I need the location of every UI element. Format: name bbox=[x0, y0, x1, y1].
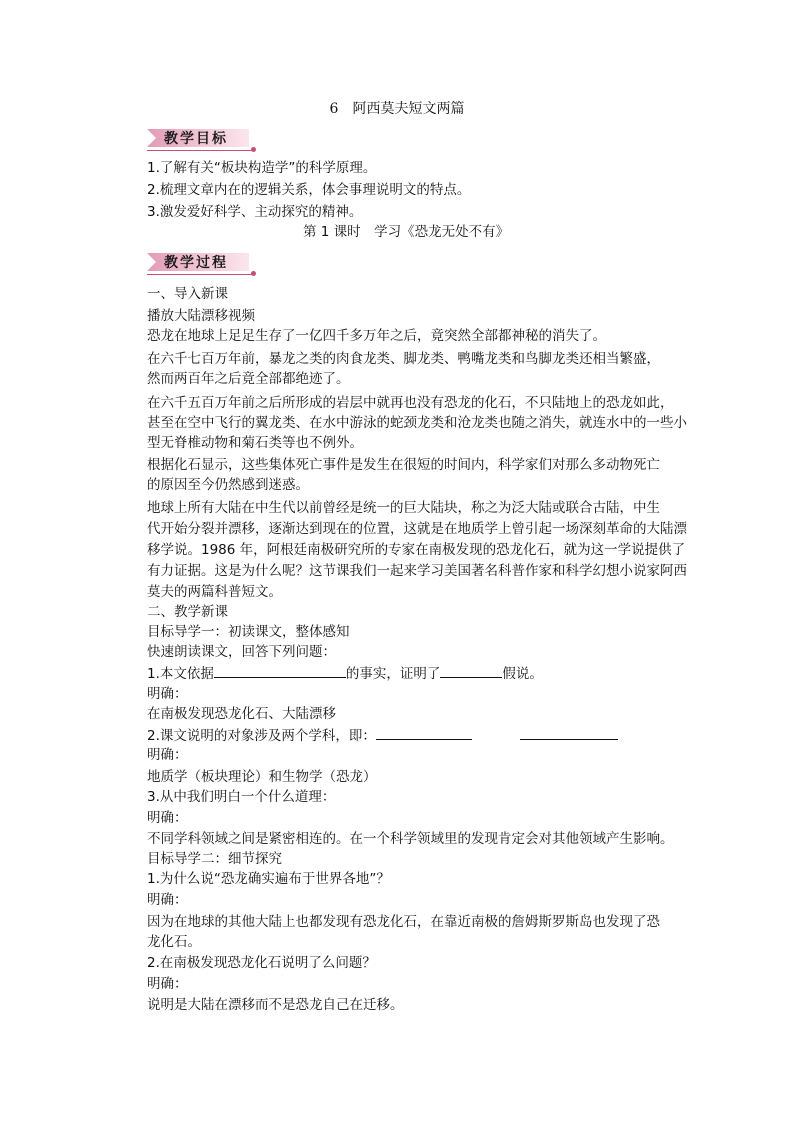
part-heading: 一、导入新课 bbox=[147, 286, 228, 302]
goal-item: 1.了解有关“板块构造学”的科学原理。 bbox=[147, 160, 377, 176]
section-badge-goals bbox=[147, 126, 259, 152]
badge-dot bbox=[251, 147, 256, 152]
question-text: 2.课文说明的对象涉及两个学科，即： bbox=[120, 728, 376, 744]
question-2 bbox=[120, 725, 618, 746]
badge-label: 教学过程 bbox=[164, 255, 228, 271]
goal-item: 2.梳理文章内在的逻辑关系，体会事理说明文的特点。 bbox=[147, 182, 471, 198]
answer-blank[interactable] bbox=[520, 725, 618, 740]
paragraph-line: 地球上所有大陆在中生代以前曾经是统一的巨大陆块，称之为泛大陆或联合古陆，中生 bbox=[120, 500, 660, 516]
question-text: 1.本文依据 bbox=[120, 666, 214, 682]
badge-notch bbox=[147, 129, 156, 147]
page-title: 6 阿西莫夫短文两篇 bbox=[329, 101, 465, 117]
answer-blank[interactable] bbox=[440, 663, 502, 678]
section-badge-process bbox=[147, 250, 259, 276]
paragraph-line: 有力证据。这是为什么呢？这节课我们一起来学习美国著名科普作家和科学幻想小说家阿西 bbox=[147, 563, 687, 579]
paragraph-line: 甚至在空中飞行的翼龙类、在水中游泳的蛇颈龙类和沧龙类也随之消失，就连水中的一些小 bbox=[147, 415, 687, 431]
paragraph-line: 明确： bbox=[120, 810, 188, 826]
badge-underline bbox=[147, 274, 255, 275]
paragraph-line: 在六千五百万年前之后所形成的岩层中就再也没有恐龙的化石，不只陆地上的恐龙如此， bbox=[120, 395, 674, 411]
paragraph-line: 莫夫的两篇科普短文。 bbox=[147, 584, 282, 600]
question-text: 假说。 bbox=[502, 666, 543, 682]
part-heading: 二、教学新课 bbox=[120, 604, 228, 620]
paragraph-line: 明确： bbox=[120, 892, 188, 908]
paragraph-line: 型无脊椎动物和菊石类等也不例外。 bbox=[147, 435, 363, 451]
answer-line: 说明是大陆在漂移而不是恐龙自己在迁移。 bbox=[120, 997, 404, 1013]
paragraph-line: 根据化石显示，这些集体死亡事件是发生在很短的时间内，科学家们对那么多动物死亡 bbox=[120, 457, 660, 473]
question-text: 的事实，证明了 bbox=[345, 666, 441, 682]
goal-heading: 目标导学二：细节探究 bbox=[120, 851, 282, 867]
paragraph-line: 然而两百年之后竟全部都绝迹了。 bbox=[147, 371, 350, 387]
paragraph-line: 在六千七百万年前，暴龙之类的肉食龙类、脚龙类、鸭嘴龙类和鸟脚龙类还相当繁盛， bbox=[120, 351, 660, 367]
badge-dot bbox=[251, 271, 256, 276]
paragraph-line: 明确： bbox=[120, 976, 188, 992]
answer-line: 因为在地球的其他大陆上也都发现有恐龙化石，在靠近南极的詹姆斯罗斯岛也发现了恐 bbox=[120, 914, 660, 930]
paragraph-line: 快速朗读课文，回答下列问题： bbox=[120, 644, 336, 660]
answer-line: 在南极发现恐龙化石、大陆漂移 bbox=[120, 706, 336, 722]
paragraph-line: 播放大陆漂移视频 bbox=[147, 308, 255, 324]
paragraph-line: 的原因至今仍然感到迷惑。 bbox=[147, 477, 309, 493]
answer-blank[interactable] bbox=[376, 725, 472, 740]
question-line: 2.在南极发现恐龙化石说明了么问题？ bbox=[120, 955, 376, 971]
badge-notch bbox=[147, 253, 156, 271]
paragraph-line: 恐龙在地球上足足生存了一亿四千多万年之后，竟突然全部都神秘的消失了。 bbox=[120, 328, 606, 344]
paragraph-line: 代开始分裂并漂移，逐渐达到现在的位置，这就是在地质学上曾引起一场深刻革命的大陆漂 bbox=[147, 521, 687, 537]
answer-blank[interactable] bbox=[214, 663, 346, 678]
goal-heading: 目标导学一：初读课文，整体感知 bbox=[120, 624, 350, 640]
badge-underline bbox=[147, 150, 255, 151]
question-line: 3.从中我们明白一个什么道理： bbox=[120, 789, 336, 805]
answer-line: 龙化石。 bbox=[147, 934, 201, 950]
paragraph-line: 移学说。1986 年，阿根廷南极研究所的专家在南极发现的恐龙化石，就为这一学说提供了 bbox=[147, 542, 686, 558]
paragraph-line: 明确： bbox=[120, 747, 188, 763]
goal-item: 3.激发爱好科学、主动探究的精神。 bbox=[147, 204, 363, 220]
question-1 bbox=[120, 663, 543, 684]
paragraph-line: 明确： bbox=[120, 686, 188, 702]
badge-label: 教学目标 bbox=[164, 131, 228, 147]
answer-line: 不同学科领域之间是紧密相连的。在一个科学领域里的发现肯定会对其他领域产生影响。 bbox=[120, 831, 674, 847]
answer-line: 地质学（板块理论）和生物学（恐龙） bbox=[120, 769, 377, 785]
lesson-title: 第 1 课时 学习《恐龙无处不有》 bbox=[303, 224, 510, 240]
question-line: 1.为什么说“恐龙确实遍布于世界各地”？ bbox=[120, 871, 390, 887]
